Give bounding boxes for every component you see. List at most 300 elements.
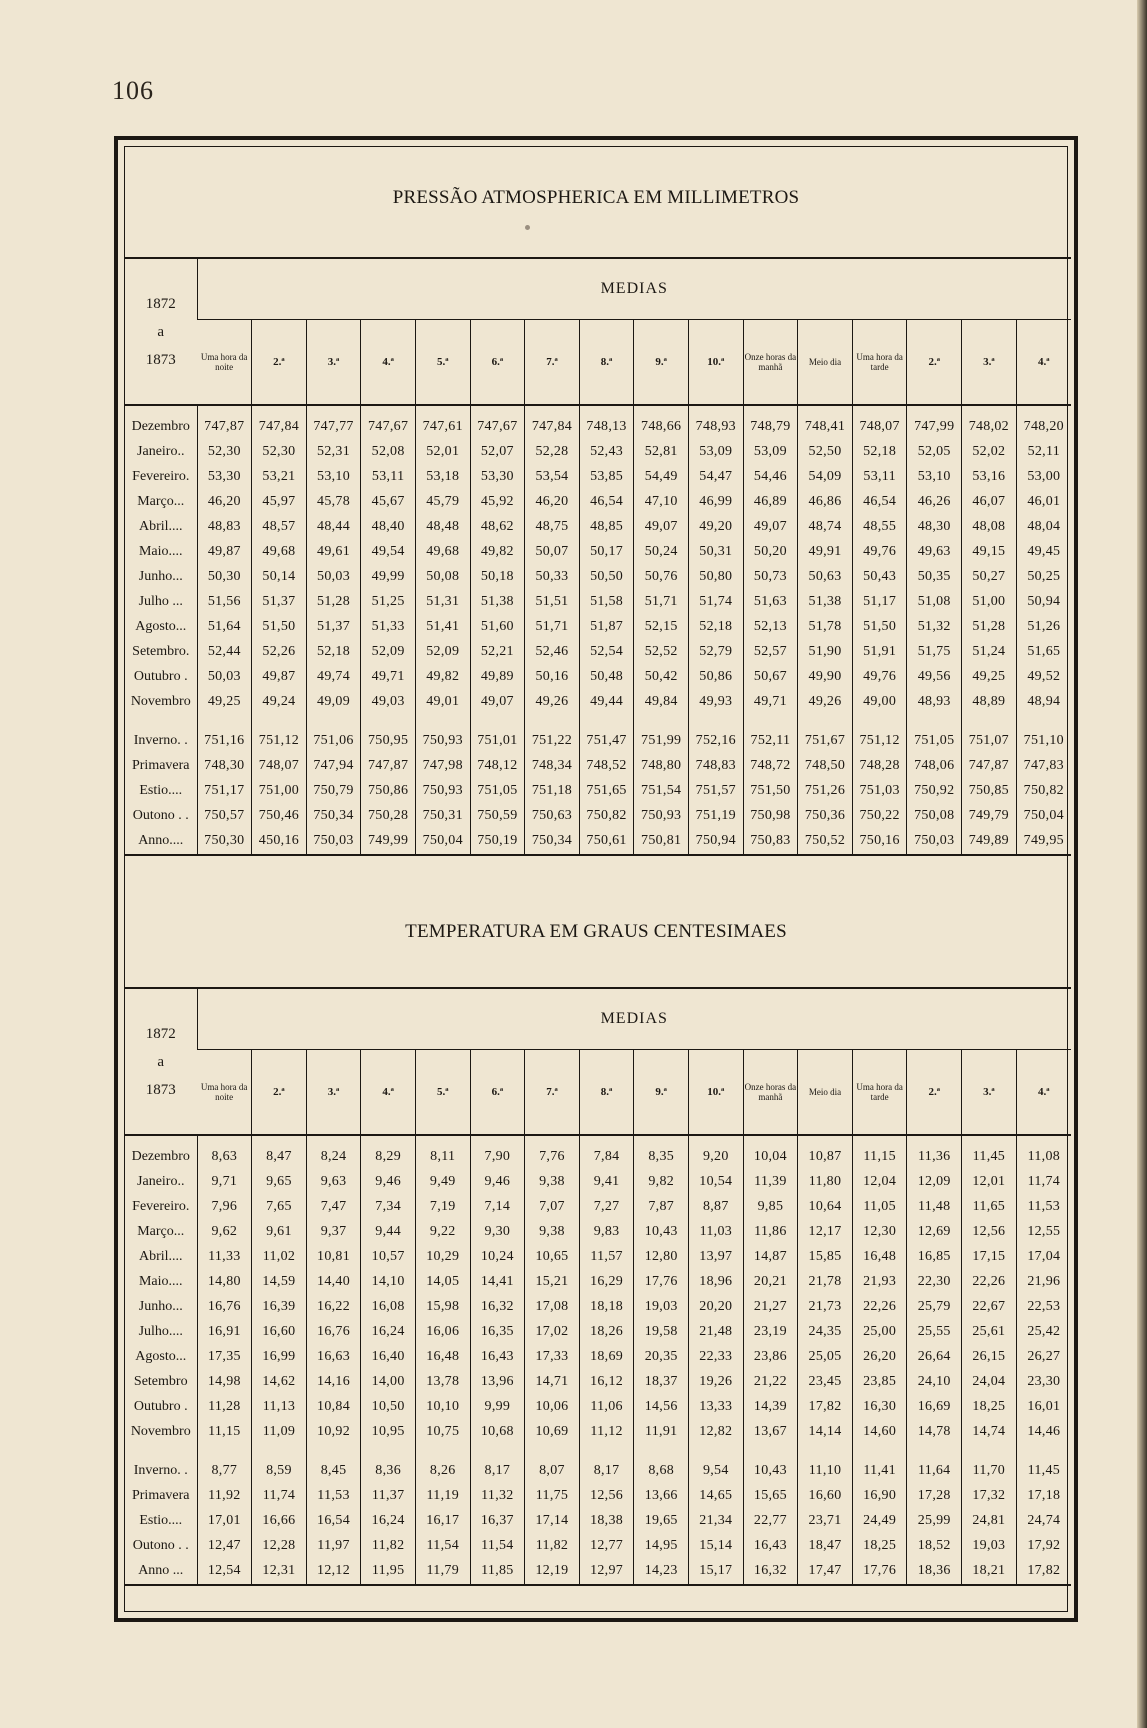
table-row <box>125 1319 1071 1344</box>
data-cell: 52,07 <box>470 439 525 464</box>
data-cell: 16,12 <box>579 1369 634 1394</box>
data-cell: 8,87 <box>689 1194 744 1219</box>
data-cell: 9,63 <box>306 1169 361 1194</box>
data-cell: 16,24 <box>361 1508 416 1533</box>
data-cell: 16,22 <box>306 1294 361 1319</box>
data-cell: 747,87 <box>197 414 252 439</box>
data-cell: 18,21 <box>962 1558 1017 1585</box>
data-cell: 751,18 <box>525 778 580 803</box>
data-cell: 22,33 <box>689 1344 744 1369</box>
data-cell: 24,74 <box>1016 1508 1071 1533</box>
data-cell: 10,68 <box>470 1419 525 1444</box>
data-cell: 52,11 <box>1016 439 1071 464</box>
data-cell: 52,15 <box>634 614 689 639</box>
data-cell: 17,76 <box>852 1558 907 1585</box>
data-cell: 749,89 <box>962 828 1017 855</box>
table-row <box>125 828 1071 855</box>
data-cell: 750,92 <box>907 778 962 803</box>
data-cell: 15,98 <box>415 1294 470 1319</box>
data-cell: 21,34 <box>689 1508 744 1533</box>
data-cell: 48,48 <box>415 514 470 539</box>
data-cell: 17,76 <box>634 1269 689 1294</box>
data-cell: 748,79 <box>743 414 798 439</box>
data-cell: 52,50 <box>798 439 853 464</box>
data-cell: 51,64 <box>197 614 252 639</box>
year-range-part: 1872 <box>145 295 176 312</box>
data-cell: 53,18 <box>415 464 470 489</box>
data-cell: 53,54 <box>525 464 580 489</box>
data-cell: 51,31 <box>415 589 470 614</box>
data-cell: 16,24 <box>361 1319 416 1344</box>
column-header: 7.ª <box>525 320 580 406</box>
data-cell: 16,99 <box>252 1344 307 1369</box>
data-cell: 9,37 <box>306 1219 361 1244</box>
row-label: Julho.... <box>138 1323 183 1339</box>
data-cell: 750,28 <box>361 803 416 828</box>
data-cell: 11,32 <box>470 1483 525 1508</box>
table-row <box>125 1144 1071 1169</box>
data-cell: 12,69 <box>907 1219 962 1244</box>
data-cell: 10,24 <box>470 1244 525 1269</box>
data-cell: 747,67 <box>361 414 416 439</box>
data-cell: 14,16 <box>306 1369 361 1394</box>
data-cell: 49,25 <box>197 689 252 714</box>
data-cell: 12,17 <box>798 1219 853 1244</box>
data-cell: 50,03 <box>197 664 252 689</box>
data-cell: 9,38 <box>525 1169 580 1194</box>
data-cell: 49,68 <box>415 539 470 564</box>
column-header: 4.ª <box>361 320 416 406</box>
data-cell: 19,58 <box>634 1319 689 1344</box>
data-cell: 751,99 <box>634 728 689 753</box>
row-label: Junho... <box>138 1298 183 1314</box>
data-cell: 8,63 <box>197 1144 252 1169</box>
data-cell: 50,18 <box>470 564 525 589</box>
data-cell: 9,22 <box>415 1219 470 1244</box>
data-cell: 750,79 <box>306 778 361 803</box>
data-cell: 12,77 <box>579 1533 634 1558</box>
data-cell: 19,03 <box>962 1533 1017 1558</box>
data-cell: 48,57 <box>252 514 307 539</box>
year-range-part: 1873 <box>145 1081 176 1098</box>
table-row <box>125 1458 1071 1483</box>
data-cell: 49,20 <box>689 514 744 539</box>
data-cell: 53,09 <box>689 439 744 464</box>
data-cell: 16,54 <box>306 1508 361 1533</box>
data-cell: 10,06 <box>525 1394 580 1419</box>
data-cell: 25,05 <box>798 1344 853 1369</box>
data-cell: 51,38 <box>470 589 525 614</box>
data-cell: 9,49 <box>415 1169 470 1194</box>
data-cell: 751,07 <box>962 728 1017 753</box>
data-cell: 14,98 <box>197 1369 252 1394</box>
data-cell: 46,20 <box>525 489 580 514</box>
data-cell: 21,48 <box>689 1319 744 1344</box>
table-row <box>125 539 1071 564</box>
data-cell: 52,18 <box>306 639 361 664</box>
data-cell: 49,76 <box>852 539 907 564</box>
data-cell: 17,08 <box>525 1294 580 1319</box>
data-cell: 49,26 <box>798 689 853 714</box>
data-cell: 747,84 <box>252 414 307 439</box>
data-cell: 748,34 <box>525 753 580 778</box>
data-cell: 23,85 <box>852 1369 907 1394</box>
data-cell: 51,60 <box>470 614 525 639</box>
data-cell: 21,96 <box>1016 1269 1071 1294</box>
row-label: Novembro <box>130 693 191 709</box>
data-cell: 17,47 <box>798 1558 853 1585</box>
pressure-table <box>125 257 1071 856</box>
data-cell: 16,37 <box>470 1508 525 1533</box>
data-cell: 19,65 <box>634 1508 689 1533</box>
data-cell: 751,05 <box>470 778 525 803</box>
row-label: Março... <box>137 493 185 509</box>
data-cell: 10,50 <box>361 1394 416 1419</box>
data-cell: 750,04 <box>1016 803 1071 828</box>
data-cell: 751,06 <box>306 728 361 753</box>
data-cell: 52,08 <box>361 439 416 464</box>
data-cell: 50,07 <box>525 539 580 564</box>
data-cell: 49,74 <box>306 664 361 689</box>
data-cell: 48,89 <box>962 689 1017 714</box>
data-cell: 21,93 <box>852 1269 907 1294</box>
data-cell: 49,07 <box>470 689 525 714</box>
data-cell: 13,78 <box>415 1369 470 1394</box>
data-cell: 17,28 <box>907 1483 962 1508</box>
data-cell: 25,79 <box>907 1294 962 1319</box>
data-cell: 18,96 <box>689 1269 744 1294</box>
data-cell: 11,95 <box>361 1558 416 1585</box>
data-cell: 49,01 <box>415 689 470 714</box>
data-cell: 48,85 <box>579 514 634 539</box>
data-cell: 17,02 <box>525 1319 580 1344</box>
data-cell: 50,50 <box>579 564 634 589</box>
table-row <box>125 564 1071 589</box>
data-cell: 11,82 <box>525 1533 580 1558</box>
data-cell: 12,28 <box>252 1533 307 1558</box>
data-cell: 52,28 <box>525 439 580 464</box>
data-cell: 11,53 <box>1016 1194 1071 1219</box>
data-cell: 18,36 <box>907 1558 962 1585</box>
data-cell: 50,86 <box>689 664 744 689</box>
data-cell: 53,09 <box>743 439 798 464</box>
data-cell: 748,20 <box>1016 414 1071 439</box>
data-cell: 7,96 <box>197 1194 252 1219</box>
data-cell: 748,50 <box>798 753 853 778</box>
data-cell: 48,44 <box>306 514 361 539</box>
data-cell: 24,10 <box>907 1369 962 1394</box>
data-cell: 9,65 <box>252 1169 307 1194</box>
data-cell: 751,05 <box>907 728 962 753</box>
table-row <box>125 414 1071 439</box>
data-cell: 49,26 <box>525 689 580 714</box>
column-header: 3.ª <box>962 320 1017 406</box>
data-cell: 24,04 <box>962 1369 1017 1394</box>
data-cell: 7,34 <box>361 1194 416 1219</box>
data-cell: 750,81 <box>634 828 689 855</box>
temperature-table <box>125 987 1071 1586</box>
data-cell: 52,18 <box>852 439 907 464</box>
table-row <box>125 1483 1071 1508</box>
data-cell: 11,37 <box>361 1483 416 1508</box>
data-cell: 750,16 <box>852 828 907 855</box>
data-cell: 22,26 <box>962 1269 1017 1294</box>
data-cell: 750,82 <box>579 803 634 828</box>
data-cell: 49,61 <box>306 539 361 564</box>
data-cell: 50,80 <box>689 564 744 589</box>
data-cell: 54,46 <box>743 464 798 489</box>
data-cell: 11,70 <box>962 1458 1017 1483</box>
data-cell: 11,03 <box>689 1219 744 1244</box>
data-cell: 8,77 <box>197 1458 252 1483</box>
data-cell: 14,46 <box>1016 1419 1071 1444</box>
data-cell: 7,87 <box>634 1194 689 1219</box>
column-header: 6.ª <box>470 320 525 406</box>
data-cell: 49,03 <box>361 689 416 714</box>
table-row <box>125 614 1071 639</box>
row-label: Inverno. . <box>133 732 188 748</box>
data-cell: 49,91 <box>798 539 853 564</box>
table-row <box>125 1533 1071 1558</box>
column-header: 9.ª <box>634 1050 689 1136</box>
data-cell: 11,02 <box>252 1244 307 1269</box>
data-cell: 50,48 <box>579 664 634 689</box>
data-cell: 16,76 <box>306 1319 361 1344</box>
data-cell: 748,13 <box>579 414 634 439</box>
data-cell: 48,83 <box>197 514 252 539</box>
data-cell: 751,19 <box>689 803 744 828</box>
data-cell: 11,45 <box>1016 1458 1071 1483</box>
data-cell: 45,79 <box>415 489 470 514</box>
data-cell: 51,50 <box>852 614 907 639</box>
data-cell: 45,92 <box>470 489 525 514</box>
data-cell: 52,81 <box>634 439 689 464</box>
data-cell: 11,13 <box>252 1394 307 1419</box>
row-label: Abril.... <box>138 1248 183 1264</box>
data-cell: 49,25 <box>962 664 1017 689</box>
data-cell: 23,19 <box>743 1319 798 1344</box>
data-cell: 749,95 <box>1016 828 1071 855</box>
data-cell: 14,14 <box>798 1419 853 1444</box>
data-cell: 18,69 <box>579 1344 634 1369</box>
data-cell: 12,31 <box>252 1558 307 1585</box>
data-cell: 51,38 <box>798 589 853 614</box>
data-cell: 46,54 <box>852 489 907 514</box>
column-header: Meio dia <box>798 320 853 406</box>
data-cell: 17,82 <box>1016 1558 1071 1585</box>
data-cell: 45,97 <box>252 489 307 514</box>
data-cell: 16,85 <box>907 1244 962 1269</box>
data-cell: 16,29 <box>579 1269 634 1294</box>
data-cell: 50,73 <box>743 564 798 589</box>
data-cell: 748,28 <box>852 753 907 778</box>
row-label: Julho ... <box>138 593 183 609</box>
data-cell: 23,45 <box>798 1369 853 1394</box>
data-cell: 54,47 <box>689 464 744 489</box>
data-cell: 19,26 <box>689 1369 744 1394</box>
data-cell: 14,39 <box>743 1394 798 1419</box>
data-cell: 8,47 <box>252 1144 307 1169</box>
page-edge <box>1137 0 1147 1728</box>
data-cell: 10,43 <box>743 1458 798 1483</box>
data-cell: 16,32 <box>743 1558 798 1585</box>
data-cell: 748,02 <box>962 414 1017 439</box>
data-cell: 750,31 <box>415 803 470 828</box>
data-cell: 8,29 <box>361 1144 416 1169</box>
data-cell: 25,99 <box>907 1508 962 1533</box>
row-label: Novembro <box>130 1423 191 1439</box>
data-cell: 11,74 <box>1016 1169 1071 1194</box>
column-header: 10.ª <box>689 1050 744 1136</box>
data-cell: 11,57 <box>579 1244 634 1269</box>
data-cell: 16,39 <box>252 1294 307 1319</box>
table-row <box>125 489 1071 514</box>
data-cell: 49,90 <box>798 664 853 689</box>
data-cell: 17,32 <box>962 1483 1017 1508</box>
data-cell: 49,07 <box>634 514 689 539</box>
data-cell: 750,03 <box>306 828 361 855</box>
data-cell: 26,20 <box>852 1344 907 1369</box>
data-cell: 48,75 <box>525 514 580 539</box>
data-cell: 52,05 <box>907 439 962 464</box>
data-cell: 49,87 <box>197 539 252 564</box>
medias-header: MEDIAS <box>197 988 1071 1050</box>
data-cell: 48,62 <box>470 514 525 539</box>
data-cell: 11,92 <box>197 1483 252 1508</box>
data-cell: 10,57 <box>361 1244 416 1269</box>
data-cell: 750,04 <box>415 828 470 855</box>
data-cell: 50,94 <box>1016 589 1071 614</box>
row-label: Primavera <box>131 1487 190 1503</box>
data-cell: 11,09 <box>252 1419 307 1444</box>
data-cell: 12,97 <box>579 1558 634 1585</box>
data-cell: 7,90 <box>470 1144 525 1169</box>
data-cell: 52,79 <box>689 639 744 664</box>
data-cell: 12,55 <box>1016 1219 1071 1244</box>
column-header: Uma hora da noite <box>197 1050 252 1136</box>
data-cell: 53,85 <box>579 464 634 489</box>
data-cell: 11,15 <box>852 1144 907 1169</box>
data-cell: 12,56 <box>962 1219 1017 1244</box>
data-cell: 10,54 <box>689 1169 744 1194</box>
data-cell: 26,64 <box>907 1344 962 1369</box>
data-cell: 54,09 <box>798 464 853 489</box>
data-cell: 748,80 <box>634 753 689 778</box>
data-cell: 23,71 <box>798 1508 853 1533</box>
data-cell: 10,04 <box>743 1144 798 1169</box>
data-cell: 12,12 <box>306 1558 361 1585</box>
data-cell: 48,94 <box>1016 689 1071 714</box>
column-header: 2.ª <box>252 1050 307 1136</box>
data-cell: 16,08 <box>361 1294 416 1319</box>
data-cell: 16,35 <box>470 1319 525 1344</box>
data-cell: 11,91 <box>634 1419 689 1444</box>
data-cell: 49,84 <box>634 689 689 714</box>
row-label: Dezembro <box>131 418 190 434</box>
data-cell: 749,99 <box>361 828 416 855</box>
data-cell: 49,68 <box>252 539 307 564</box>
data-cell: 14,00 <box>361 1369 416 1394</box>
data-cell: 10,65 <box>525 1244 580 1269</box>
data-cell: 17,92 <box>1016 1533 1071 1558</box>
data-cell: 750,61 <box>579 828 634 855</box>
data-cell: 10,87 <box>798 1144 853 1169</box>
data-cell: 8,07 <box>525 1458 580 1483</box>
data-cell: 20,35 <box>634 1344 689 1369</box>
data-cell: 52,52 <box>634 639 689 664</box>
row-label: Maio.... <box>138 1273 183 1289</box>
data-cell: 16,63 <box>306 1344 361 1369</box>
data-cell: 14,71 <box>525 1369 580 1394</box>
year-range-part: 1873 <box>145 351 176 368</box>
data-cell: 17,14 <box>525 1508 580 1533</box>
data-cell: 11,08 <box>1016 1144 1071 1169</box>
table-row <box>125 1558 1071 1585</box>
data-cell: 18,37 <box>634 1369 689 1394</box>
data-cell: 53,00 <box>1016 464 1071 489</box>
data-cell: 747,87 <box>361 753 416 778</box>
data-cell: 12,56 <box>579 1483 634 1508</box>
data-cell: 22,53 <box>1016 1294 1071 1319</box>
data-cell: 16,40 <box>361 1344 416 1369</box>
data-cell: 51,24 <box>962 639 1017 664</box>
column-header: Uma hora da tarde <box>852 1050 907 1136</box>
column-header: 2.ª <box>907 1050 962 1136</box>
data-cell: 748,93 <box>689 414 744 439</box>
data-cell: 49,99 <box>361 564 416 589</box>
data-cell: 450,16 <box>252 828 307 855</box>
data-cell: 53,11 <box>852 464 907 489</box>
data-cell: 12,82 <box>689 1419 744 1444</box>
data-cell: 10,29 <box>415 1244 470 1269</box>
data-cell: 52,44 <box>197 639 252 664</box>
data-cell: 7,65 <box>252 1194 307 1219</box>
data-cell: 50,08 <box>415 564 470 589</box>
data-cell: 10,81 <box>306 1244 361 1269</box>
data-cell: 13,66 <box>634 1483 689 1508</box>
data-cell: 16,06 <box>415 1319 470 1344</box>
data-cell: 751,50 <box>743 778 798 803</box>
data-cell: 14,10 <box>361 1269 416 1294</box>
data-cell: 11,54 <box>470 1533 525 1558</box>
data-cell: 49,71 <box>361 664 416 689</box>
data-cell: 51,74 <box>689 589 744 614</box>
column-header: 4.ª <box>1016 1050 1071 1136</box>
data-cell: 748,12 <box>470 753 525 778</box>
data-cell: 18,47 <box>798 1533 853 1558</box>
data-cell: 16,90 <box>852 1483 907 1508</box>
table-row <box>125 1244 1071 1269</box>
data-cell: 51,00 <box>962 589 1017 614</box>
data-cell: 23,30 <box>1016 1369 1071 1394</box>
column-header: 5.ª <box>415 320 470 406</box>
data-cell: 750,03 <box>907 828 962 855</box>
data-cell: 12,19 <box>525 1558 580 1585</box>
data-cell: 48,04 <box>1016 514 1071 539</box>
data-cell: 11,28 <box>197 1394 252 1419</box>
data-cell: 50,24 <box>634 539 689 564</box>
row-label: Setembro <box>133 1373 188 1389</box>
data-cell: 52,43 <box>579 439 634 464</box>
data-cell: 9,41 <box>579 1169 634 1194</box>
data-cell: 46,86 <box>798 489 853 514</box>
data-cell: 51,26 <box>1016 614 1071 639</box>
data-cell: 11,33 <box>197 1244 252 1269</box>
data-cell: 50,63 <box>798 564 853 589</box>
row-label: Anno.... <box>125 828 197 855</box>
row-label: Janeiro.. <box>137 1173 185 1189</box>
table-row <box>125 664 1071 689</box>
